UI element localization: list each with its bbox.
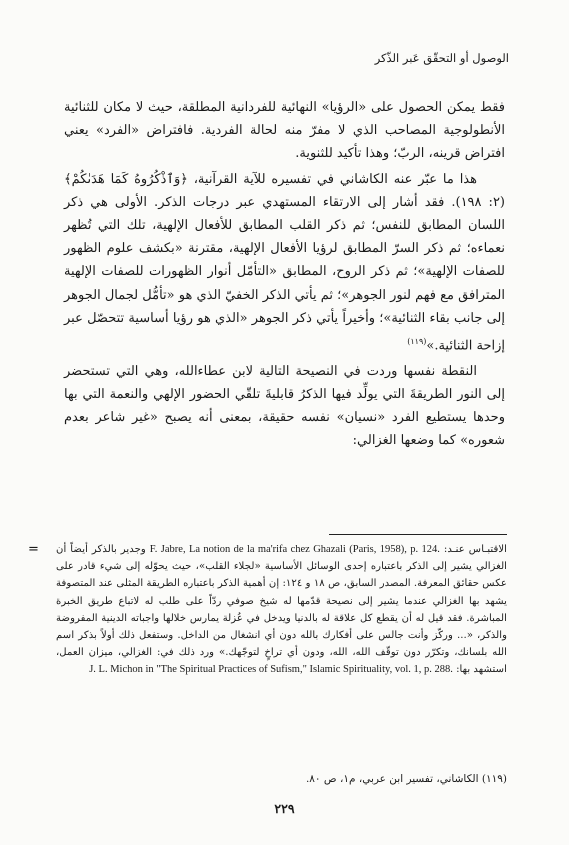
paragraph-1: فقط يمكن الحصول على «الرؤيا» النهائية للفردانية المطلقة، حيث لا مكان للثنائية الأنطولوجية المصاحب الذي لا مفرّ منه لحالة الفردية. فافتراض «الفرد» يعني افتراض قرينه، الربّ؛ وهذا تأكيد للثنوية. [64, 100, 505, 162]
main-text [64, 96, 505, 452]
footnote-118-citation-michon: J. L. Michon in "The Spiritual Practices of Sufism," Islamic Spirituality, vol. 1, p. 288. [89, 664, 453, 676]
paragraph-2-part-a: هذا ما عبّر عنه الكاشاني في تفسيره للآية القرآنية، [187, 171, 477, 187]
footnote-rule [329, 534, 507, 535]
footnote-118-citation-jabre: F. Jabre, La notion de la ma'rifa chez Ghazali (Paris, 1958), p. 124. [149, 544, 440, 555]
footnote-118-text [56, 541, 507, 679]
footnote-119: (١١٩) الكاشاني، تفسير ابن عربي، م١، ص ٨٠. [305, 773, 507, 785]
running-header [60, 50, 509, 66]
paragraph-2-part-b: (٢: ١٩٨). فقد أشار إلى الارتقاء المستهدي عبر درجات الذكر. الأولى هي ذكر اللسان المطابق للنفس؛ ثم ذكر القلب المطابق للأفعال الإلهية، تلك التي تُظهر نعماءه؛ ثم ذكر السرّ المطابق لرؤيا الأفعال الإلهية، مقترنة «بكشف علوم الظهور للصفات الإلهية»؛ ثم ذكر الروح، المطابق «التأمّل أنوار الظهورات للصفات الإلهية المترافق مع فهم لنور الجوهر»؛ ثم يأتي الذكر الخفيّ الذي هو «تأمُّل لجمال الجوهر إلى جانب بقاء الثنائية»؛ وأخيراً يأتي ذكر الجوهر «الذي هو رؤيا أساسية تتحصّل عبر إزاحة الثنائية.» [64, 194, 505, 354]
page-number: ٢٢٩ [274, 801, 295, 816]
paragraph-3: النقطة نفسها وردت في النصيحة التالية لابن عطاءالله، وهي التي تستحضر إلى النور الطريقةَ التي يولِّد فيها الذكرُ قابليةَ تلقّي الحضور الإلهي والنعمة التي بها وحدها يستطيع الفرد «نسيان» نفسه حقيقة، بمعنى أنه يصبح «غير شاعر بعدم شعوره» كما وضعها الغزالي: [64, 363, 505, 449]
footnote-118-continued [28, 541, 507, 679]
quran-verse: ﴿وَٱذْكُرُوهُ كَمَا هَدَىٰكُمْ﴾ [64, 171, 188, 187]
footnote-118-intro: الاقتبـاس عنـد: [439, 544, 507, 555]
paragraph-2 [64, 168, 505, 358]
footnote-118-body: وجدير بالذكر أيضاً أن الغزالي يشير إلى الذكر باعتباره إحدى الوسائل الأساسية «لجلاء القلب»، حيث يحوّله إلى شيء قادر على عكس حقائق المعرفة. المصدر السابق، ص ١٨ و ١٢٤: إن أهمية الذكر باعتباره الطريقة المثلى عند المتصوفة يشهد بها الغزالي عندما يشير إلى نصيحة قدّمها له شيخ صوفي ردّاً على طلب له لاتباع طريق الخبرة المباشرة. فقد قيل له أن يقطع كل علاقة له بالدنيا ويدخل في عُزلة يمارس خلالها واجباته الدينية المفروضة والذكر، «... وركّز وأنت جالس على أفكارك بالله دون أي انشغال من الداخل. وستفعل ذلك أولاً بذكر اسم الله بلسانك، وتكرّر دون توقّف الله، الله، ودون أي تراخٍ لتوجّهك.» ورد ذلك في: الغزالي، ميزان العمل، استشهد بها: [56, 544, 507, 676]
continuation-marker: = [28, 542, 39, 557]
running-title: الوصول أو التحقّق عَبر الذّكر [374, 51, 509, 65]
footnote-ref-119: (١١٩) [407, 337, 427, 347]
